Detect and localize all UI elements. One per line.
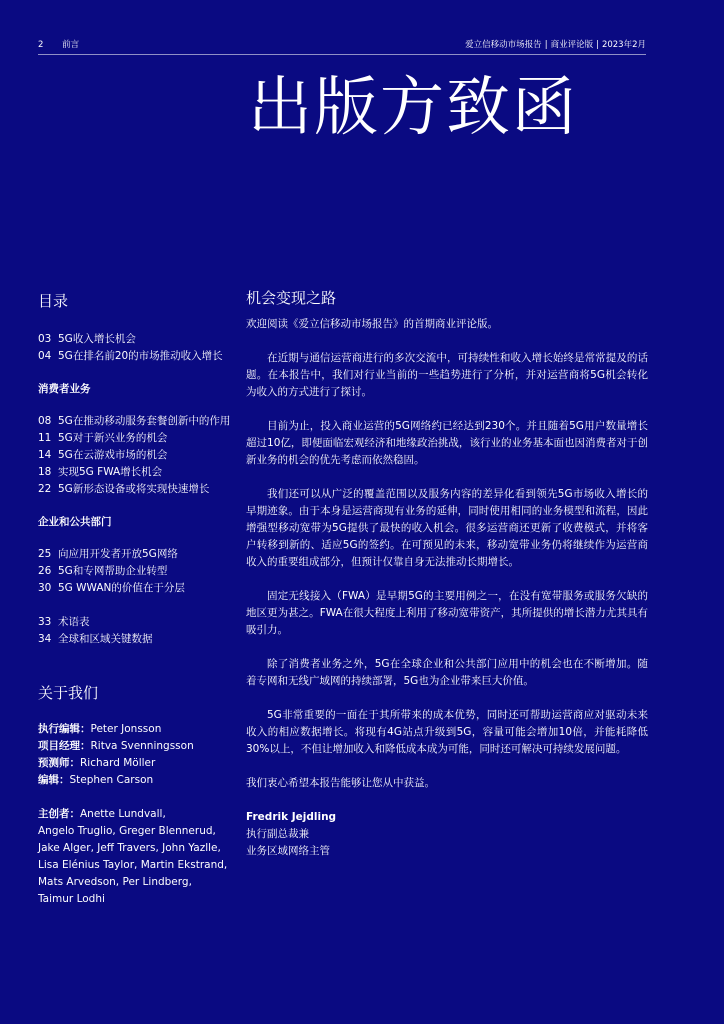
- page-number: 2: [38, 40, 44, 50]
- page-title: 出版方致函: [248, 71, 578, 145]
- author-line: Lisa Elénius Taylor, Martin Ekstrand,: [38, 859, 228, 871]
- credit-role: 预测师：: [38, 757, 80, 769]
- credit-role: 执行编辑：: [38, 723, 91, 735]
- separator: |: [544, 40, 548, 50]
- toc-item-label: 5G新形态设备或将实现快速增长: [58, 483, 210, 495]
- credit-name: Peter Jonsson: [90, 723, 162, 735]
- toc-item-label: 向应用开发者开放5G网络: [58, 548, 178, 560]
- toc-item[interactable]: [38, 331, 238, 348]
- author-line: Anette Lundvall,: [80, 808, 166, 820]
- letter-heading: 机会变现之路: [246, 289, 337, 307]
- toc-item-label: 5G在云游戏市场的机会: [58, 449, 168, 461]
- toc-item[interactable]: [38, 614, 238, 631]
- page-header: [38, 38, 646, 55]
- credit-role: 项目经理：: [38, 740, 91, 752]
- authors-role: 主创者：: [38, 808, 80, 820]
- author-line: Jake Alger, Jeff Travers, John Yazlle,: [38, 842, 221, 854]
- letter-paragraph: 在近期与通信运营商进行的多次交流中，可持续性和收入增长始终是常常提及的话题。在本报告中，我们对行业当前的一些趋势进行了分析，并对运营商将5G机会转化为收入的方式进行了探讨。: [246, 352, 648, 398]
- letter-intro: 欢迎阅读《爱立信移动市场报告》的首期商业评论版。: [246, 318, 498, 330]
- toc-page-number: 34: [38, 633, 52, 645]
- toc-item[interactable]: [38, 563, 238, 580]
- signature-title-2: 业务区域网络主管: [246, 845, 330, 857]
- letter-closing: 我们衷心希望本报告能够让您从中获益。: [246, 777, 435, 789]
- credit-name: Ritva Svenningsson: [90, 740, 194, 752]
- credit-line: [38, 755, 238, 772]
- credit-name: Stephen Carson: [69, 774, 154, 786]
- toc-item[interactable]: [38, 546, 238, 563]
- toc-item[interactable]: [38, 580, 238, 597]
- authors-block: [38, 806, 238, 908]
- letter-paragraph: 除了消费者业务之外，5G在全球企业和公共部门应用中的机会也在不断增加。随着专网和无线广域网的持续部署，5G也为企业带来巨大价值。: [246, 658, 648, 687]
- credit-line: [38, 738, 238, 755]
- header-left: [38, 38, 95, 50]
- publication-name: 爱立信移动市场报告: [465, 40, 542, 50]
- letter-paragraph: 5G非常重要的一面在于其所带来的成本优势，同时还可帮助运营商应对驱动未来收入的相应数据增长。将现有4G站点升级到5G，容量可能会增加10倍，并能耗降低30%以上，不但让增加收入和降低成本成为可能，同时还可解决可持续发展问题。: [246, 709, 648, 755]
- letter-paragraph: 固定无线接入（FWA）是早期5G的主要用例之一，在没有宽带服务或服务欠缺的地区更为甚之。FWA在很大程度上利用了移动宽带资产，其所提供的增长潜力尤其具有吸引力。: [246, 590, 648, 636]
- signature: [246, 809, 648, 860]
- toc-item-label: 实现5G FWA增长机会: [58, 466, 163, 478]
- toc-heading: 目录: [38, 292, 69, 310]
- author-line: Angelo Truglio, Greger Blennerud,: [38, 825, 216, 837]
- author-line: Mats Arvedson, Per Lindberg,: [38, 876, 192, 888]
- credit-role: 编辑：: [38, 774, 70, 786]
- toc-page-number: 25: [38, 548, 52, 560]
- toc-page-number: 22: [38, 483, 52, 495]
- author-line: Taimur Lodhi: [38, 893, 105, 905]
- about-us: [38, 682, 238, 908]
- separator: |: [596, 40, 599, 50]
- toc-page-number: 18: [38, 466, 52, 478]
- signature-title-1: 执行副总裁兼: [246, 828, 309, 840]
- edition-name: 商业评论版: [550, 40, 594, 50]
- toc-item[interactable]: [38, 413, 238, 430]
- toc-page-number: 11: [38, 432, 52, 444]
- toc-item-label: 术语表: [58, 616, 90, 628]
- section-name: 前言: [62, 40, 80, 50]
- toc-page-number: 03: [38, 333, 52, 345]
- about-heading: 关于我们: [38, 684, 99, 702]
- letter-paragraph: 我们还可以从广泛的覆盖范围以及服务内容的差异化看到领先5G市场收入增长的早期迹象。由于本身是运营商现有业务的延伸，同时使用相同的业务模型和流程，因此增强型移动宽带为5G提供了最快的收入机会。很多运营商还更新了收费模式，并将客户转移到新的、适应5G的签约。在可预见的未来，移动宽带业务仍将继续作为运营商收入的重要组成部分，但预计仅靠自身无法推动长期增长。: [246, 488, 648, 568]
- credit-name: Richard Möller: [80, 757, 156, 769]
- letter-body: [246, 290, 648, 860]
- toc-item[interactable]: [38, 447, 238, 464]
- letter-paragraph: 目前为止，投入商业运营的5G网络约已经达到230个。并且随着5G用户数量增长超过10亿，即便面临宏观经济和地缘政治挑战，该行业的业务基本面也因消费者对于创新业务的机会的优先考虑而依然稳固。: [246, 420, 648, 466]
- toc-page-number: 26: [38, 565, 52, 577]
- table-of-contents: [38, 290, 238, 648]
- toc-item[interactable]: [38, 631, 238, 648]
- toc-item-label: 5G收入增长机会: [58, 333, 136, 345]
- toc-section-enterprise: 企业和公共部门: [38, 516, 112, 528]
- toc-item[interactable]: [38, 348, 238, 365]
- header-right: [465, 38, 646, 50]
- credit-line: [38, 721, 238, 738]
- toc-item[interactable]: [38, 464, 238, 481]
- toc-item[interactable]: [38, 430, 238, 447]
- credit-line: [38, 772, 238, 789]
- toc-page-number: 33: [38, 616, 52, 628]
- toc-page-number: 08: [38, 415, 52, 427]
- toc-page-number: 30: [38, 582, 52, 594]
- toc-item-label: 5G和专网帮助企业转型: [58, 565, 168, 577]
- toc-item-label: 全球和区域关键数据: [58, 633, 153, 645]
- toc-item-label: 5G在推动移动服务套餐创新中的作用: [58, 415, 231, 427]
- signature-name: Fredrik Jejdling: [246, 811, 337, 823]
- toc-item-label: 5G在排名前20的市场推动收入增长: [58, 350, 223, 362]
- publication-date: 2023年2月: [601, 40, 646, 50]
- toc-item-label: 5G WWAN的价值在于分层: [58, 582, 185, 594]
- toc-item-label: 5G对于新兴业务的机会: [58, 432, 168, 444]
- toc-item[interactable]: [38, 481, 238, 498]
- toc-page-number: 04: [38, 350, 52, 362]
- toc-section-consumer: 消费者业务: [38, 383, 91, 395]
- toc-page-number: 14: [38, 449, 52, 461]
